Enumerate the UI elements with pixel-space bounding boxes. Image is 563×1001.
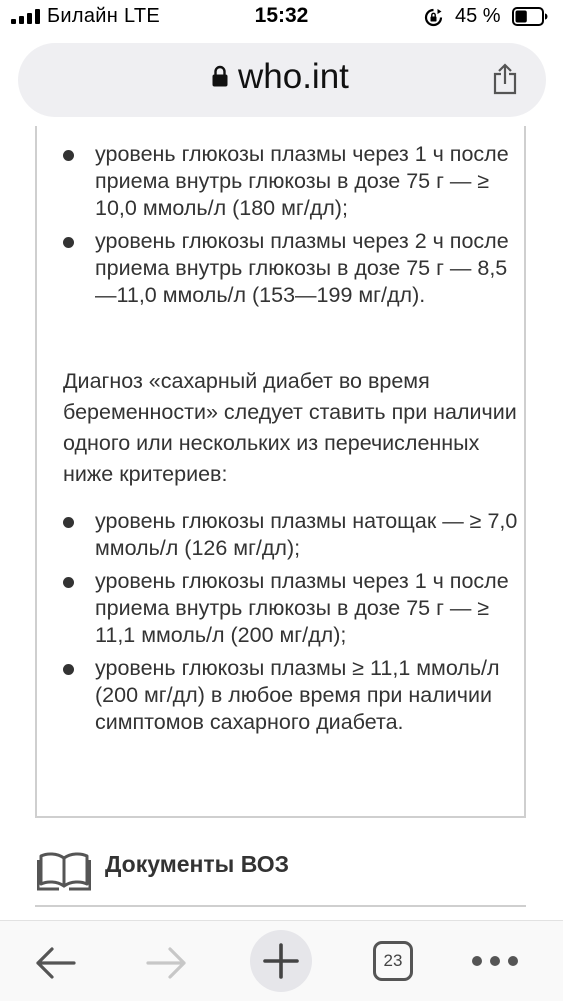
bullet-icon [63,517,74,528]
list-item: уровень глюкозы плазмы через 1 ч после приема внутрь глюкозы в дозе 75 г — ≥ 11,1 ммоль/л (200 мг/дл); [37,568,522,649]
list-item: уровень глюкозы плазмы натощак — ≥ 7,0 ммоль/л (126 мг/дл); [37,508,522,562]
forward-arrow-icon[interactable] [144,941,190,985]
tabs-button[interactable] [373,941,413,981]
criteria-list-2 [37,508,522,742]
diagnosis-paragraph: Диагноз «сахарный диабет во время беременности» следует ставить при наличии одного или нескольких из перечисленных ниже критериев: [63,369,517,486]
share-icon[interactable] [492,63,518,95]
browser-toolbar [0,920,563,1001]
criteria-list-1 [37,141,522,315]
book-icon [37,850,91,892]
rotation-lock-icon [424,8,443,27]
list-item: уровень глюкозы плазмы через 1 ч после приема внутрь глюкозы в дозе 75 г — ≥ 10,0 ммоль/л (180 мг/дл); [37,141,522,222]
plus-icon [263,943,299,979]
back-arrow-icon[interactable] [32,941,78,985]
bullet-icon [63,150,74,161]
who-documents-link[interactable] [35,842,526,892]
battery-percent: 45 % [455,5,501,27]
bullet-icon [63,664,74,675]
status-time: 15:32 [254,4,309,27]
article-content [35,126,526,818]
tab-count: 23 [383,951,403,970]
bullet-icon [63,577,74,588]
carrier-label: Билайн LTE [47,5,161,27]
more-icon[interactable] [470,954,520,968]
list-item: уровень глюкозы плазмы через 2 ч после приема внутрь глюкозы в дозе 75 г — 8,5—11,0 ммоль/л (153—199 мг/дл). [37,228,522,309]
docs-title[interactable]: Документы ВОЗ [105,851,290,877]
url-domain[interactable]: who.int [238,57,349,96]
padlock-icon [212,65,228,87]
new-tab-button[interactable] [250,930,312,992]
divider [35,905,526,907]
bullet-icon [63,237,74,248]
list-item: уровень глюкозы плазмы ≥ 11,1 ммоль/л (200 мг/дл) в любое время при наличии симптомов сахарного диабета. [37,655,522,736]
battery-icon [512,7,548,26]
status-bar [0,0,563,36]
address-bar[interactable] [18,43,546,117]
